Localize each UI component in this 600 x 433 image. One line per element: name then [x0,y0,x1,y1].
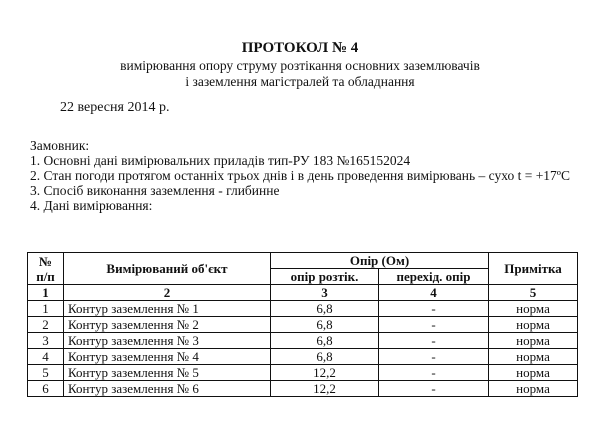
row-note: норма [489,301,578,317]
row-number: 3 [28,333,64,349]
row-note: норма [489,349,578,365]
row-object: Контур заземлення № 1 [64,301,271,317]
row-spread-resistance: 6,8 [271,301,379,317]
column-number-row [28,285,578,301]
row-spread-resistance: 12,2 [271,381,379,397]
header-number [28,253,64,285]
row-note: норма [489,317,578,333]
row-transition-resistance: - [379,317,489,333]
header-object: Вимірюваний об'єкт [64,253,271,285]
row-object: Контур заземлення № 2 [64,317,271,333]
row-transition-resistance: - [379,333,489,349]
customer-label: Замовник: [30,138,90,153]
document-date: 22 вересня 2014 р. [60,100,170,115]
document-subtitle-line1: вимірювання опору струму розтікання основних заземлювачів [120,58,480,73]
column-number: 3 [271,285,379,301]
row-note: норма [489,333,578,349]
table-row [28,317,578,333]
header-number-line1: № [38,253,53,269]
row-object: Контур заземлення № 6 [64,381,271,397]
column-number: 1 [28,285,64,301]
measurement-table [27,252,578,397]
row-spread-resistance: 6,8 [271,317,379,333]
column-number: 4 [379,285,489,301]
row-spread-resistance: 6,8 [271,349,379,365]
weather-conditions: 2. Стан погоди протягом останніх трьох днів і в день проведення вимірювань – сухо t = +17ºС [30,168,570,183]
table-row [28,301,578,317]
grounding-method: 3. Спосіб виконання заземлення - глибинне [30,183,280,198]
row-spread-resistance: 6,8 [271,333,379,349]
table-row [28,333,578,349]
row-number: 6 [28,381,64,397]
table-row [28,365,578,381]
row-note: норма [489,365,578,381]
document-title: ПРОТОКОЛ № 4 [241,40,359,56]
header-spread-resistance: опір розтік. [271,269,379,285]
header-resistance: Опір (Ом) [271,253,489,269]
table-row [28,381,578,397]
table-row [28,349,578,365]
row-object: Контур заземлення № 5 [64,365,271,381]
row-number: 5 [28,365,64,381]
column-number: 2 [64,285,271,301]
header-number-line2: п/п [36,268,55,284]
document-subtitle-line2: і заземлення магістралей та обладнання [185,74,415,89]
row-number: 4 [28,349,64,365]
row-object: Контур заземлення № 3 [64,333,271,349]
row-spread-resistance: 12,2 [271,365,379,381]
header-transition-resistance: перехід. опір [379,269,489,285]
column-number: 5 [489,285,578,301]
row-transition-resistance: - [379,381,489,397]
row-number: 1 [28,301,64,317]
row-transition-resistance: - [379,301,489,317]
measurement-data-label: 4. Дані вимірювання: [30,198,153,213]
instrument-data: 1. Основні дані вимірювальних приладів тип-РУ 183 №165152024 [30,153,411,168]
row-object: Контур заземлення № 4 [64,349,271,365]
row-note: норма [489,381,578,397]
row-transition-resistance: - [379,349,489,365]
row-transition-resistance: - [379,365,489,381]
row-number: 2 [28,317,64,333]
header-note: Примітка [489,253,578,285]
